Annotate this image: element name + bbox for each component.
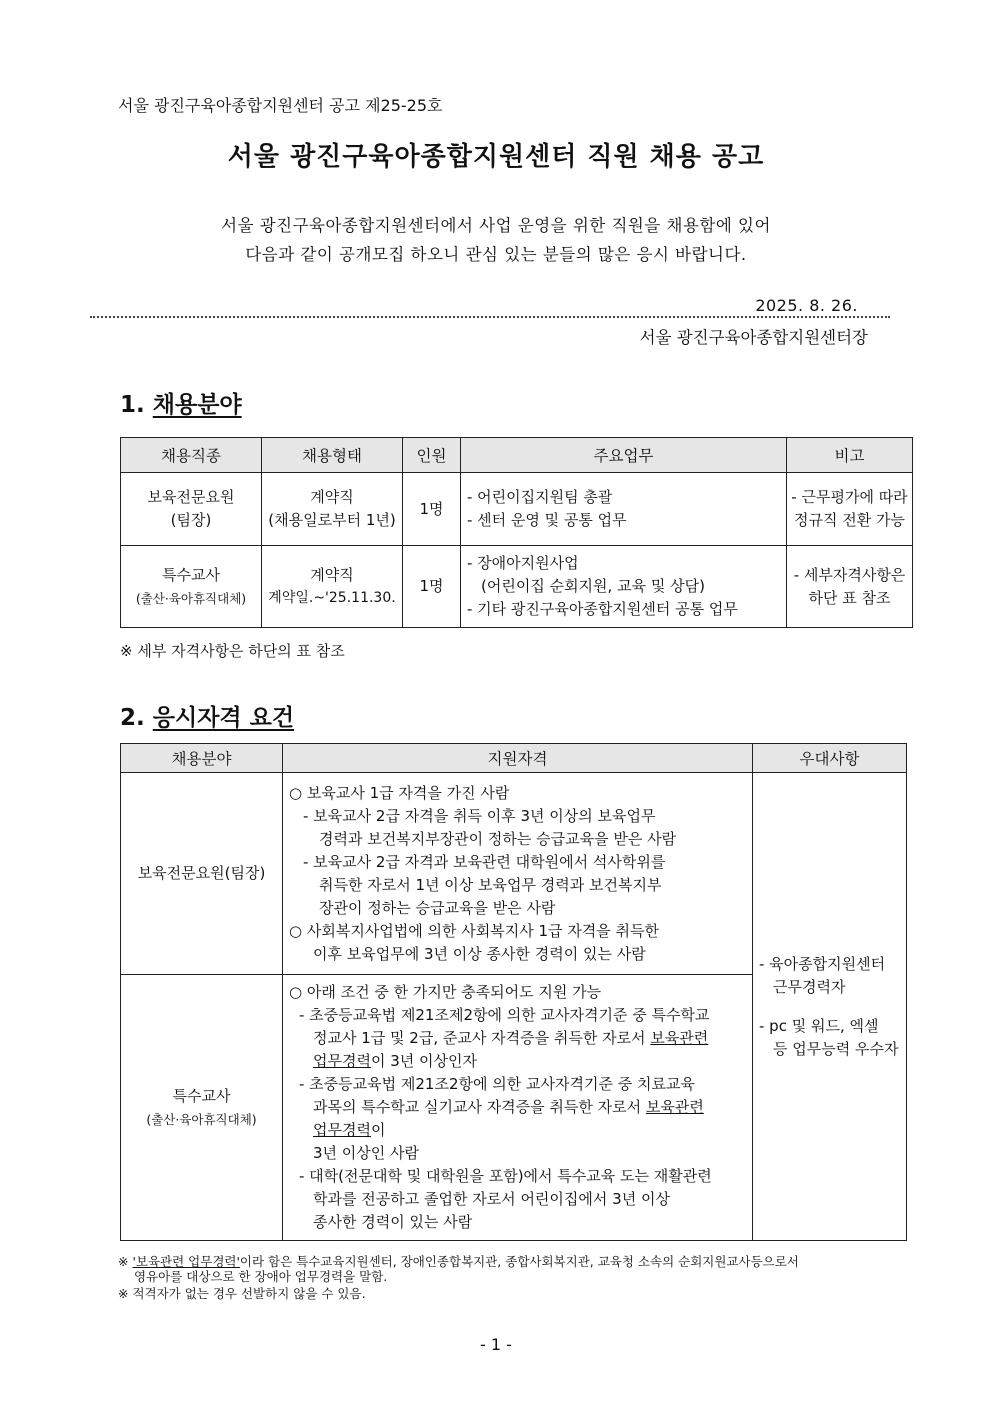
footnote-term: '보육관련 업무경력': [132, 1254, 240, 1269]
qual-term: 보육관련: [645, 1098, 704, 1116]
recruitment-table: [120, 437, 913, 628]
note-line: 하단 표 참조: [808, 588, 891, 607]
signatory: 서울 광진구육아종합지원센터장: [639, 328, 868, 347]
preference-line: 근무경력자: [773, 977, 846, 996]
job-sub: (팀장): [170, 511, 212, 529]
qual-term: 업무경력: [313, 1052, 371, 1070]
qual-line: - 보육교사 2급 자격과 보육관련 대학원에서 석사학위를: [303, 852, 666, 871]
qual-line: 경력과 보건복지부장관이 정하는 승급교육을 받은 사람: [319, 829, 677, 848]
job-cell: [121, 473, 262, 546]
qual-line: [289, 1027, 746, 1050]
intro-line-1: 서울 광진구육아종합지원센터에서 사업 운영을 위한 직원을 채용함에 있어: [221, 216, 771, 235]
qual-text: 이: [370, 1121, 386, 1139]
col-header: 비고: [787, 438, 913, 473]
qual-text: 과목의 특수학교 실기교사 자격증을 취득한 자로서: [313, 1098, 646, 1116]
qual-line: ○ 아래 조건 중 한 가지만 충족되어도 지원 가능: [289, 983, 602, 1001]
dotted-divider: [90, 316, 890, 318]
qual-line: [289, 1119, 746, 1142]
note-cell: [787, 546, 913, 628]
type-name: 계약직: [310, 565, 354, 584]
qual-line: 장관이 정하는 승급교육을 받은 사람: [319, 898, 556, 917]
col-header: 우대사항: [753, 744, 907, 773]
qualification-cell: [283, 773, 753, 975]
section1-title: 채용분야: [152, 392, 242, 418]
table-header-row: [121, 438, 913, 473]
section1-number: 1.: [120, 392, 145, 418]
qual-line: - 초중등교육법 제21조제2항에 의한 교사자격기준 중 특수학교: [299, 1006, 710, 1024]
duties-cell: [461, 473, 787, 546]
duty-item: (어린이집 순회지원, 교육 및 상담): [481, 577, 705, 595]
table-header-row: [121, 744, 907, 773]
type-cell: [262, 546, 403, 628]
col-header: 지원자격: [283, 744, 753, 773]
section1-footnote: ※ 세부 자격사항은 하단의 표 참조: [120, 642, 345, 660]
field-cell: [121, 975, 283, 1241]
qualification-table: [120, 743, 907, 1241]
duty-item: - 장애아지원사업: [467, 554, 579, 572]
duty-item: - 기타 광진구육아종합지원센터 공통 업무: [467, 600, 738, 618]
type-name: 계약직: [310, 488, 354, 506]
table-row: [121, 546, 913, 628]
qual-line: ○ 보육교사 1급 자격을 가진 사람: [289, 783, 510, 802]
qual-line: 이후 보육업무에 3년 이상 종사한 경력이 있는 사람: [313, 944, 646, 963]
section2-title: 응시자격 요건: [152, 705, 295, 731]
qual-text: 이 3년 이상인자: [370, 1052, 477, 1070]
col-header: 채용직종: [121, 438, 262, 473]
col-header: 주요업무: [461, 438, 787, 473]
page-number: - 1 -: [480, 1335, 512, 1354]
type-sub: (채용일로부터 1년): [268, 511, 396, 529]
col-header: 채용분야: [121, 744, 283, 773]
qual-line: - 보육교사 2급 자격을 취득 이후 3년 이상의 보육업무: [303, 806, 656, 825]
note-line: 정규직 전환 가능: [794, 511, 905, 529]
duty-item: - 센터 운영 및 공통 업무: [467, 511, 627, 529]
table-row: [121, 473, 913, 546]
col-header: 인원: [403, 438, 461, 473]
qual-term: 보육관련: [650, 1029, 709, 1047]
qualification-cell: [283, 975, 753, 1241]
note-line: - 근무평가에 따라: [791, 488, 908, 506]
page-title: 서울 광진구육아종합지원센터 직원 채용 공고: [227, 142, 765, 172]
duties-cell: [461, 546, 787, 628]
qual-line: 학과를 전공하고 졸업한 자로서 어린이집에서 3년 이상: [313, 1190, 670, 1208]
notice-number: 서울 광진구육아종합지원센터 공고 제25-25호: [118, 96, 443, 115]
qual-line: [289, 1096, 746, 1119]
job-name: 특수교사: [162, 565, 220, 584]
preference-line: - 육아종합지원센터: [759, 954, 886, 973]
qual-line: 3년 이상인 사람: [313, 1144, 420, 1162]
qual-line: 종사한 경력이 있는 사람: [313, 1213, 473, 1231]
notice-date: 2025. 8. 26.: [755, 296, 858, 315]
footnote-1-line-2: 영유아를 대상으로 한 장애아 업무경력을 말함.: [134, 1269, 388, 1284]
intro-line-2: 다음과 같이 공개모집 하오니 관심 있는 분들의 많은 응시 바랍니다.: [245, 245, 747, 264]
col-header: 채용형태: [262, 438, 403, 473]
footnote-text: 이라 함은 특수교육지원센터, 장애인종합복지관, 종합사회복지관, 교육청 소속의 순회지원교사등으로서: [239, 1254, 799, 1269]
qual-text: 정교사 1급 및 2급, 준교사 자격증을 취득한 자로서: [313, 1029, 651, 1047]
preference-cell: [753, 773, 907, 1241]
section2-heading: [120, 699, 294, 732]
count-cell: 1명: [403, 473, 461, 546]
type-sub: 계약일.~'25.11.30.: [268, 589, 396, 606]
section1-heading: [120, 386, 242, 419]
qual-line: [289, 1050, 746, 1073]
footnote-1: [118, 1254, 799, 1284]
duty-item: - 어린이집지원팀 총괄: [467, 488, 613, 506]
qual-term: 업무경력: [313, 1121, 371, 1139]
job-cell: [121, 546, 262, 628]
field-name: 특수교사: [172, 1086, 231, 1105]
job-name: 보육전문요원: [147, 488, 235, 506]
qual-line: - 대학(전문대학 및 대학원을 포함)에서 특수교육 도는 재활관련: [299, 1167, 712, 1185]
footnote-1-line-1: [118, 1254, 799, 1269]
footnote-mark: ※: [118, 1254, 133, 1269]
count-cell: 1명: [403, 546, 461, 628]
qual-line: - 초중등교육법 제21조2항에 의한 교사자격기준 중 치료교육: [299, 1075, 695, 1093]
type-cell: [262, 473, 403, 546]
preference-line: 등 업무능력 우수자: [773, 1039, 899, 1058]
qual-line: ○ 사회복지사업법에 의한 사회복지사 1급 자격을 취득한: [289, 921, 660, 940]
note-line: - 세부자격사항은: [793, 565, 906, 584]
job-sub: (출산·육아휴직대체): [135, 590, 247, 606]
field-sub: (출산·육아휴직대체): [146, 1111, 257, 1127]
table-row: [121, 773, 907, 975]
note-cell: [787, 473, 913, 546]
preference-line: - pc 및 워드, 엑셀: [759, 1016, 879, 1035]
section2-number: 2.: [120, 705, 145, 731]
footnote-2: ※ 적격자가 없는 경우 선발하지 않을 수 있음.: [118, 1286, 366, 1301]
field-cell: 보육전문요원(팀장): [121, 773, 283, 975]
qual-line: 취득한 자로서 1년 이상 보육업무 경력과 보건복지부: [319, 875, 662, 894]
